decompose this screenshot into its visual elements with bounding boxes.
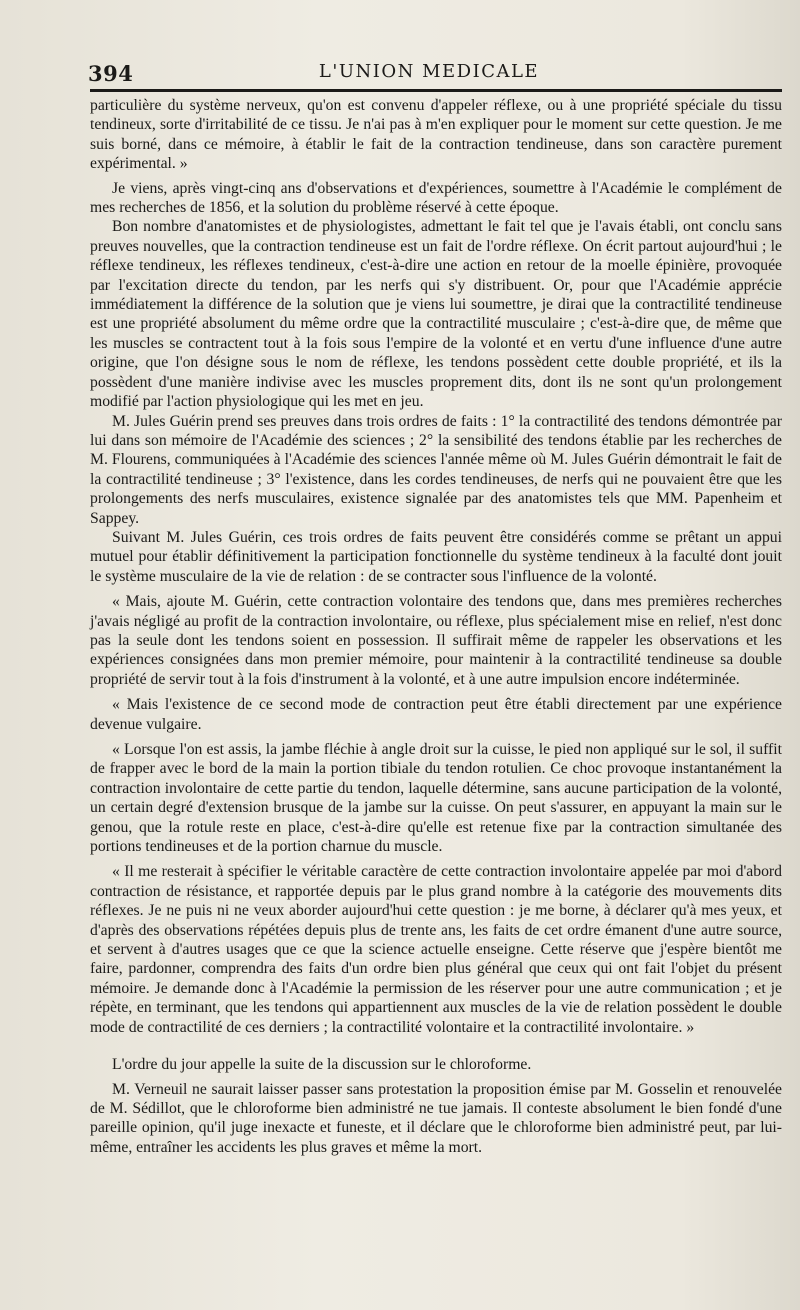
paragraph-2: Je viens, après vingt-cinq ans d'observations et d'expériences, soumettre à l'Académie le complément de mes recherches de 1856, et la solution du problème réservé à cette époque. — [90, 179, 782, 217]
running-title: L'UNION MEDICALE — [318, 61, 540, 82]
paragraph-7: « Mais l'existence de ce second mode de contraction peut être établi directement par une expérience devenue vulgaire. — [90, 696, 782, 733]
paragraph-5: Suivant M. Jules Guérin, ces trois ordres de faits peuvent être considérés comme se prêtant un appui mutuel pour établir définitivement la participation fonctionnelle du système tendineux à la faculté dont jouit le système musculaire de la vie de relation : de se contracter sous l'influence de la volonté. — [90, 528, 782, 585]
paragraph-11: M. Verneuil ne saurait laisser passer sans protestation la proposition émise par M. Gosselin et renouvelée de M. Sédillot, que le chloroforme bien administré ne tue jamais. Il conteste absolument le bien fondé d'une pareille opinion, qu'il juge inexacte et funeste, et il déclare que le chloroforme bien administré peut, par lui-même, entraîner les accidents les plus graves et même la mort. — [90, 1080, 782, 1156]
paragraph-1: particulière du système nerveux, qu'on est convenu d'appeler réflexe, ou à une propriété spéciale du tissu tendineux, sorte d'irritabilité de ce tissu. Je n'ai pas à m'en expliquer pour le moment sur cette question. Je me suis borné, dans ce mémoire, à établir le fait de la contraction tendineuse, dans son caractère purement expérimental. » — [90, 97, 782, 173]
paragraph-4: M. Jules Guérin prend ses preuves dans trois ordres de faits : 1° la contractilité des tendons démontrée par lui dans son mémoire de l'Académie des sciences ; 2° la sensibilité des tendons établie par les recherches de M. Flourens, communiquées à l'Académie des sciences l'année même où M. Jules Guérin démontrait le fait de la contractilité tendineuse ; 3° l'existence, dans les cordes tendineuses, de nerfs qui ne pouvaient être que les prolongements des nerfs musculaires, existence signalée par des anatomistes tels que MM. Papenheim et Sappey. — [90, 412, 782, 527]
paragraph-9: « Il me resterait à spécifier le véritable caractère de cette contraction involontaire appelée par moi d'abord contraction de résistance, et rapportée depuis par le plus grand nombre à la catégorie des mouvements dits réflexes. Je ne puis ni ne veux aborder aujourd'hui cette question : je me borne, à déclarer qu'à mes yeux, et d'après des observations répétées depuis plus de trente ans, les faits de cet ordre émanent d'une autre source, et servent à d'autres usages que ce que la science actuelle enseigne. Cette réserve que j'espère bientôt me faire, pardonner, comprendra des faits d'un ordre bien plus général que ceux qui ont fait l'objet du présent mémoire. Je demande donc à l'Académie la permission de les réserver pour une autre communication ; et je répète, en terminant, que les tendons qui appartiennent aux muscles de la vie de relation possèdent le double mode de contractilité de ces derniers ; la contractilité volontaire et la contractilité involontaire. » — [90, 863, 782, 1036]
header-rule — [90, 89, 782, 92]
paragraph-8: « Lorsque l'on est assis, la jambe fléchie à angle droit sur la cuisse, le pied non appliqué sur le sol, il suffit de frapper avec le bord de la main la portion tibiale du tendon rotulien. Ce choc provoque instantanément la contraction involontaire de cette partie du tendon, laquelle détermine, sans aucune participation de la volonté, un certain degré d'extension brusque de la jambe sur la cuisse. On peut s'assurer, en appuyant la main sur le genou, que la rotule reste en place, c'est-à-dire qu'elle est retenue fixe par la contraction simultanée des portions tendineuses et de la portion charnue du muscle. — [90, 741, 782, 856]
body-text — [90, 96, 782, 1157]
page-header — [88, 52, 770, 86]
paragraph-3: Bon nombre d'anatomistes et de physiologistes, admettant le fait tel que je l'avais établi, ont conclu sans preuves nouvelles, que la contraction tendineuse est un fait de l'ordre réflexe. On écrit partout aujourd'hui ; le réflexe tendineux, les réflexes tendineux, c'est-à-dire une action en retour de la moelle épinière, provoquée par l'excitation directe du tendon, par les nerfs qui s'y distribuent. Or, pour que l'Académie apprécie immédiatement la différence de la solution que je viens lui soumettre, je dirai que la contractilité tendineuse est une propriété absolument du même ordre que la contractilité musculaire ; c'est-à-dire que, de même que les muscles se contractent tout à la fois sous l'empire de la volonté et en vertu d'une influence d'une autre origine, que l'on désigne sous le nom de réflexe, les tendons possèdent cette double propriété, et ils la possèdent d'une manière indivise avec les muscles proprement dits, dont ils ne sont qu'un prolongement modifié par l'action physiologique qui les met en jeu. — [90, 218, 782, 411]
page-number: 394 — [88, 61, 134, 86]
paragraph-10: L'ordre du jour appelle la suite de la discussion sur le chloroforme. — [112, 1056, 532, 1074]
paragraph-6: « Mais, ajoute M. Guérin, cette contraction volontaire des tendons que, dans mes premières recherches j'avais négligé au profit de la contraction involontaire, ou réflexe, plus spécialement mise en relief, n'est donc pas la seule dont les tendons soient en possession. Il suffirait même de rappeler les observations et les expériences consignées dans mon premier mémoire, pour maintenir à la contractilité tendineuse sa double propriété de servir tout à la fois d'instrument à la volonté, et à une autre impulsion encore indéterminée. — [90, 593, 782, 688]
